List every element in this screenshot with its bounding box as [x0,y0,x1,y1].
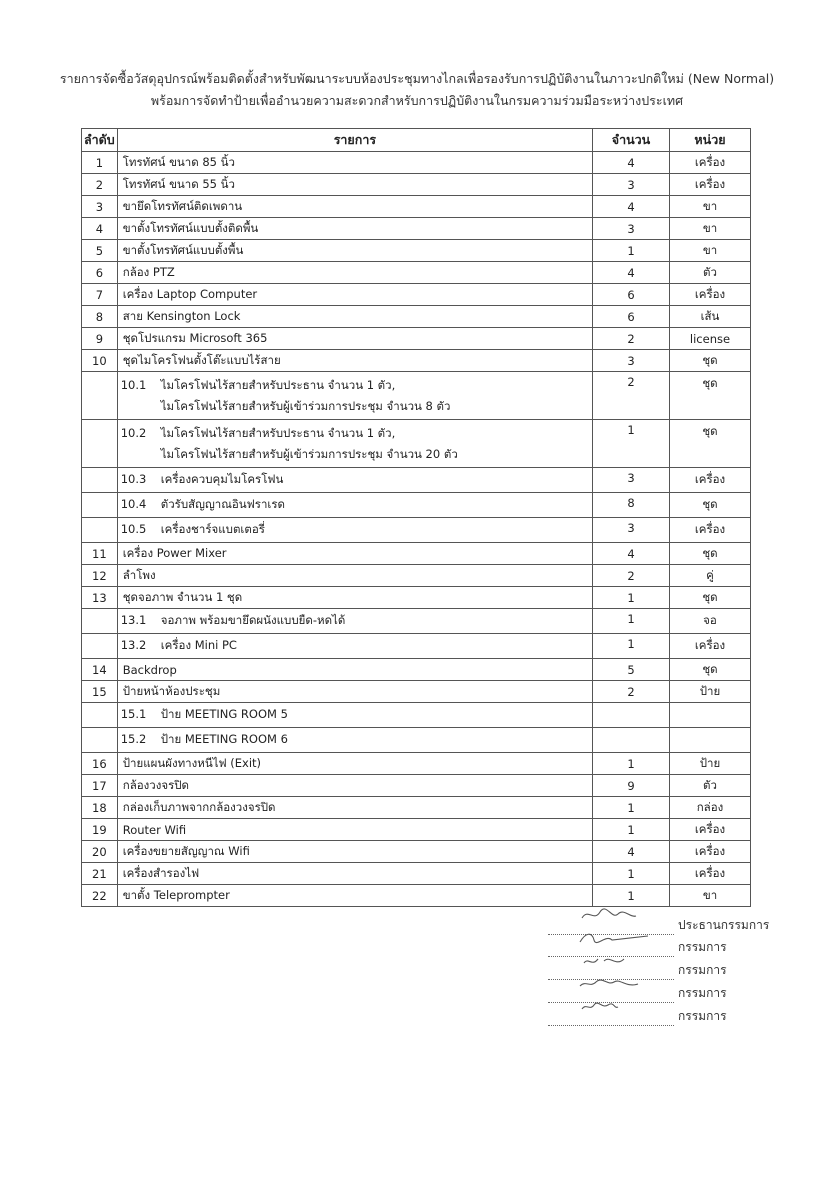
cell-unit: คู่ [670,565,751,587]
cell-no [82,728,118,753]
table-row [82,775,751,797]
cell-item [117,468,592,493]
cell-unit: ชุด [670,659,751,681]
cell-qty: 2 [593,372,670,420]
cell-no: 13 [82,587,118,609]
cell-qty: 4 [593,152,670,174]
cell-qty: 3 [593,218,670,240]
table-row [82,350,751,372]
header-no: ลำดับ [82,129,118,152]
cell-unit: เครื่อง [670,841,751,863]
cell-no: 18 [82,797,118,819]
cell-qty: 1 [593,753,670,775]
handwritten-signature [578,908,658,926]
cell-item: Router Wifi [117,819,592,841]
cell-item: ป้ายหน้าห้องประชุม [117,681,592,703]
cell-item: ชุดไมโครโฟนตั้งโต๊ะแบบไร้สาย [117,350,592,372]
cell-qty: 3 [593,174,670,196]
table-row [82,306,751,328]
cell-no: 14 [82,659,118,681]
cell-item [117,609,592,634]
signature-role: กรรมการ [678,986,727,1000]
table-body [82,152,751,907]
cell-no: 7 [82,284,118,306]
table-row [82,681,751,703]
signature-dotted-line [548,1013,674,1026]
cell-item [117,372,592,420]
document-title-line-2: พร้อมการจัดทำป้ายเพื่ออำนวยความสะดวกสำหรับการปฏิบัติงานในกรมความร่วมมือระหว่างประเทศ [150,93,684,108]
cell-no [82,634,118,659]
signature-role: กรรมการ [678,963,727,977]
table-row [82,152,751,174]
table-row [82,284,751,306]
cell-item: กล้อง PTZ [117,262,592,284]
cell-item: ขายึดโทรทัศน์ติดเพดาน [117,196,592,218]
cell-unit: ชุด [670,587,751,609]
sub-item-text: ไมโครโฟนไร้สายสำหรับประธาน จำนวน 1 ตัว, [160,425,396,440]
table-row [82,634,751,659]
signature-role: กรรมการ [678,940,727,954]
cell-qty: 1 [593,634,670,659]
cell-item: สาย Kensington Lock [117,306,592,328]
cell-qty: 1 [593,885,670,907]
table-row [82,240,751,262]
signature-role: กรรมการ [678,1009,727,1023]
sub-item-number: 13.2 [120,638,147,652]
cell-no: 16 [82,753,118,775]
sub-item-text: ตัวรับสัญญาณอินฟราเรด [160,497,285,511]
cell-unit: เครื่อง [670,174,751,196]
cell-item: ขาตั้ง Teleprompter [117,885,592,907]
sub-item-number: 13.1 [120,613,147,627]
cell-item [117,493,592,518]
cell-qty: 4 [593,196,670,218]
sub-item-text-line-2: ไมโครโฟนไร้สายสำหรับผู้เข้าร่วมการประชุม จำนวน 20 ตัว [160,446,458,461]
sub-item-text: ป้าย MEETING ROOM 5 [160,707,288,721]
cell-item: กล่องเก็บภาพจากกล้องวงจรปิด [117,797,592,819]
sub-item-number: 10.3 [120,472,147,486]
sub-item-number: 10.5 [120,522,147,536]
cell-unit [670,728,751,753]
cell-qty: 2 [593,328,670,350]
sub-item-text: จอภาพ พร้อมขายึดผนังแบบยืด-หดได้ [160,613,346,627]
cell-no [82,703,118,728]
cell-qty: 1 [593,797,670,819]
signature-line [548,1007,727,1026]
cell-unit: ขา [670,885,751,907]
cell-item [117,703,592,728]
cell-unit: เครื่อง [670,863,751,885]
cell-qty: 8 [593,493,670,518]
cell-unit: เครื่อง [670,634,751,659]
cell-qty [593,728,670,753]
cell-unit: ชุด [670,543,751,565]
cell-unit: ชุด [670,372,751,420]
cell-qty: 2 [593,681,670,703]
table-row [82,587,751,609]
table-row [82,841,751,863]
cell-item: โทรทัศน์ ขนาด 55 นิ้ว [117,174,592,196]
cell-item: ป้ายแผนผังทางหนีไฟ (Exit) [117,753,592,775]
cell-no [82,493,118,518]
table-row [82,753,751,775]
cell-unit: ตัว [670,262,751,284]
cell-unit: เครื่อง [670,468,751,493]
cell-qty: 3 [593,518,670,543]
cell-qty: 3 [593,350,670,372]
cell-unit: ตัว [670,775,751,797]
table-row [82,174,751,196]
table-row [82,863,751,885]
cell-no: 1 [82,152,118,174]
cell-no: 19 [82,819,118,841]
cell-item: Backdrop [117,659,592,681]
cell-no: 20 [82,841,118,863]
cell-item: เครื่อง Power Mixer [117,543,592,565]
table-row [82,728,751,753]
header-qty: จำนวน [593,129,670,152]
table-row [82,819,751,841]
table-row [82,703,751,728]
cell-item [117,634,592,659]
cell-no: 10 [82,350,118,372]
cell-no [82,420,118,468]
cell-no: 6 [82,262,118,284]
sub-item-text: ป้าย MEETING ROOM 6 [160,732,288,746]
table-row [82,468,751,493]
cell-unit: license [670,328,751,350]
cell-item [117,518,592,543]
cell-no: 22 [82,885,118,907]
table-row [82,262,751,284]
cell-item: ขาตั้งโทรทัศน์แบบตั้งติดพื้น [117,218,592,240]
table-row [82,218,751,240]
cell-no: 5 [82,240,118,262]
cell-qty: 1 [593,819,670,841]
cell-item [117,728,592,753]
cell-qty: 4 [593,262,670,284]
cell-unit: ป้าย [670,681,751,703]
sub-item-text: เครื่องชาร์จแบตเตอรี่ [160,522,265,536]
cell-no [82,518,118,543]
cell-qty: 1 [593,609,670,634]
cell-qty: 1 [593,587,670,609]
cell-qty: 1 [593,240,670,262]
cell-no: 21 [82,863,118,885]
cell-no [82,468,118,493]
cell-no: 12 [82,565,118,587]
cell-no: 2 [82,174,118,196]
cell-no [82,609,118,634]
cell-qty: 6 [593,306,670,328]
cell-unit: ป้าย [670,753,751,775]
handwritten-signature [578,976,658,994]
cell-qty: 2 [593,565,670,587]
cell-unit: จอ [670,609,751,634]
table-row [82,885,751,907]
header-unit: หน่วย [670,129,751,152]
cell-no: 11 [82,543,118,565]
cell-unit: ชุด [670,350,751,372]
cell-unit: เครื่อง [670,152,751,174]
cell-unit: ขา [670,196,751,218]
cell-item: เครื่องสำรองไฟ [117,863,592,885]
table-row [82,518,751,543]
cell-no: 15 [82,681,118,703]
sub-item-text: ไมโครโฟนไร้สายสำหรับประธาน จำนวน 1 ตัว, [160,377,396,392]
cell-qty: 9 [593,775,670,797]
header-item: รายการ [117,129,592,152]
table-row [82,797,751,819]
cell-qty: 4 [593,841,670,863]
signature-role: ประธานกรรมการ [678,918,770,932]
cell-item: โทรทัศน์ ขนาด 85 นิ้ว [117,152,592,174]
handwritten-signature [578,930,658,948]
sub-item-text-line-2: ไมโครโฟนไร้สายสำหรับผู้เข้าร่วมการประชุม จำนวน 8 ตัว [160,398,451,413]
cell-no: 9 [82,328,118,350]
sub-item-number: 10.2 [120,425,147,440]
table-row [82,420,751,468]
sub-item-number: 15.2 [120,732,147,746]
cell-qty [593,703,670,728]
cell-qty: 1 [593,420,670,468]
cell-unit: ชุด [670,420,751,468]
cell-item: ชุดจอภาพ จำนวน 1 ชุด [117,587,592,609]
table-row [82,565,751,587]
table-row [82,543,751,565]
cell-unit: เส้น [670,306,751,328]
sub-item-number: 10.4 [120,497,147,511]
cell-unit: เครื่อง [670,819,751,841]
cell-qty: 5 [593,659,670,681]
cell-unit: เครื่อง [670,284,751,306]
cell-no: 8 [82,306,118,328]
cell-item: ลำโพง [117,565,592,587]
cell-item: เครื่องขยายสัญญาณ Wifi [117,841,592,863]
sub-item-text: เครื่อง Mini PC [160,638,237,652]
table-header-row [82,129,751,152]
cell-unit: กล่อง [670,797,751,819]
sub-item-text: เครื่องควบคุมไมโครโฟน [160,472,284,486]
cell-item: กล้องวงจรปิด [117,775,592,797]
cell-unit: เครื่อง [670,518,751,543]
table-row [82,372,751,420]
table-row [82,196,751,218]
table-row [82,328,751,350]
cell-unit: ขา [670,218,751,240]
sub-item-number: 10.1 [120,377,147,392]
cell-item: ชุดโปรแกรม Microsoft 365 [117,328,592,350]
cell-qty: 6 [593,284,670,306]
cell-no: 4 [82,218,118,240]
cell-unit: ขา [670,240,751,262]
cell-no: 17 [82,775,118,797]
cell-unit: ชุด [670,493,751,518]
cell-no [82,372,118,420]
equipment-table [81,128,751,907]
cell-qty: 3 [593,468,670,493]
cell-item: เครื่อง Laptop Computer [117,284,592,306]
cell-qty: 4 [593,543,670,565]
table-row [82,609,751,634]
cell-no: 3 [82,196,118,218]
document-title-line-1: รายการจัดซื้อวัสดุอุปกรณ์พร้อมติดตั้งสำหรับพัฒนาระบบห้องประชุมทางไกลเพื่อรองรับการปฏิบัติงานในภาวะปกติใหม่ (New Normal) [59,71,775,86]
table-row [82,659,751,681]
cell-item [117,420,592,468]
table-row [82,493,751,518]
handwritten-signature [578,953,658,971]
cell-qty: 1 [593,863,670,885]
handwritten-signature [578,999,658,1017]
cell-item: ขาตั้งโทรทัศน์แบบตั้งพื้น [117,240,592,262]
sub-item-number: 15.1 [120,707,147,721]
cell-unit [670,703,751,728]
